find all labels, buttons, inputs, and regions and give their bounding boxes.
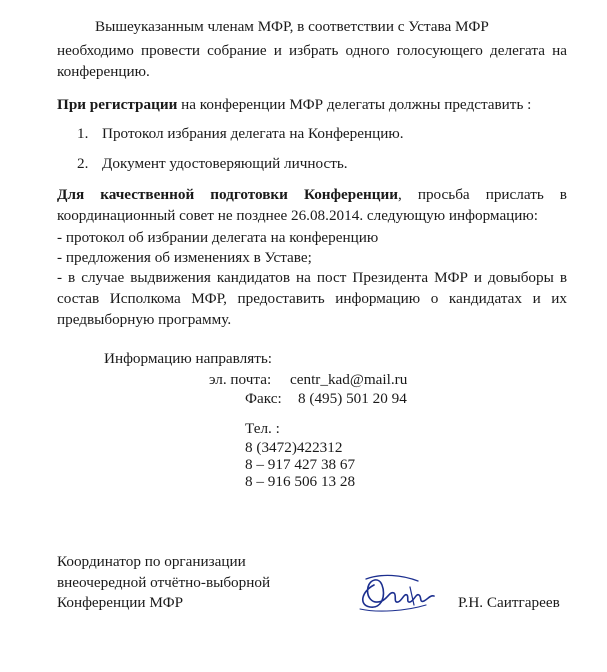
role-line-2: внеочередной отчётно-выборной [57,574,271,591]
preparation-heading [57,185,567,204]
intro-line-2: необходимо провести собрание и избрать одного голосующего делегата на [57,42,567,59]
phone-label: Тел. : [245,420,280,437]
preparation-bold: Для качественной подготовки Конференции [57,186,398,203]
preparation-rest: , просьба прислать в [398,186,567,203]
role-line-1: Координатор по организации [57,553,246,570]
preparation-bullet-2: - предложения об изменениях в Уставе; [57,249,312,266]
intro-line-1: Вышеуказанным членам МФР, в соответствии с Устава МФР [95,18,489,35]
preparation-line-2: координационный совет не позднее 26.08.2014. следующую информацию: [57,207,539,224]
handwritten-signature [352,565,442,615]
signer-name: Р.Н. Саитгареев [458,594,560,611]
fax-label: Факс: [245,390,282,407]
registration-bold: При регистрации [57,96,178,113]
list-item-2-text: Документ удостоверяющий личность. [102,155,348,172]
phone-1: 8 (3472)422312 [245,439,343,456]
preparation-bullet-5: предвыборную программу. [57,311,232,328]
email-label: эл. почта: [209,371,272,388]
preparation-bullet-4: состав Исполкома МФР, предоставить информацию о кандидатах и их [57,290,567,307]
registration-heading [57,95,531,114]
contacts-heading: Информацию направлять: [104,350,272,367]
preparation-bullet-1: - протокол об избрании делегата на конференцию [57,229,379,246]
phone-3: 8 – 916 506 13 28 [245,473,356,490]
intro-line-3: конференцию. [57,63,150,80]
registration-rest: на конференции МФР делегаты должны представить : [177,96,532,113]
phone-2: 8 – 917 427 38 67 [245,456,356,473]
list-item-2-number: 2. [77,155,89,172]
preparation-bullet-3: - в случае выдвижения кандидатов на пост Президента МФР и довыборы в [57,269,567,286]
email-value: centr_kad@mail.ru [290,371,408,388]
list-item-1-number: 1. [77,125,89,142]
role-line-3: Конференции МФР [57,594,184,611]
list-item-1-text: Протокол избрания делегата на Конференцию. [102,125,404,142]
fax-value: 8 (495) 501 20 94 [298,390,407,407]
